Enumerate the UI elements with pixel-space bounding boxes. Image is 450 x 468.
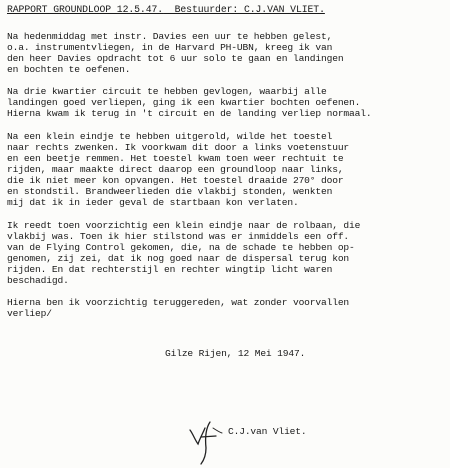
text-line: genomen, zij zei, dat ik nog goed naar de dispersal terug kon [7, 253, 350, 264]
text-line: Ik reedt toen voorzichtig een klein eindje naar de rolbaan, die [7, 220, 361, 231]
text-line: Hierna ben ik voorzichtig teruggereden, wat zonder voorvallen [7, 297, 350, 308]
text-line: van de Flying Control gekomen, die, na de schade te hebben op- [7, 242, 355, 253]
text-line: verliep/ [7, 308, 52, 319]
text-line: mij dat ik in ieder geval de startbaan kon verlaten. [7, 197, 299, 208]
text-line: Na hedenmiddag met instr. Davies een uur te hebben gelest, [7, 31, 333, 42]
report-title-prefix: RAPPORT GROUNDLOOP 12.5.47. [7, 4, 164, 15]
handwritten-signature-mark [186, 414, 226, 466]
signature-name: C.J.van Vliet. [228, 426, 307, 437]
text-line: en bochten te oefenen. [7, 64, 131, 75]
report-title-driver: Bestuurder: C.J.VAN VLIET. [163, 4, 325, 15]
text-line: rijden, maar maakte direct daarop een groundloop naar links, [7, 164, 344, 175]
text-line: Hierna kwam ik terug in 't circuit en de landing verliep normaal. [7, 108, 372, 119]
text-line: Na een klein eindje te hebben uitgerold, wilde het toestel [7, 131, 333, 142]
text-line: naar rechts zwenken. Ik voorkwam dit door a links voetenstuur [7, 142, 350, 153]
text-line: en een beetje remmen. Het toestel kwam toen weer rechtuit te [7, 153, 344, 164]
text-line: Na drie kwartier circuit te hebben gevlogen, waarbij alle [7, 86, 327, 97]
text-line: o.a. instrumentvliegen, in de Harvard PH-UBN, kreeg ik van [7, 42, 333, 53]
report-title [7, 4, 325, 15]
text-line: den heer Davies opdracht tot 6 uur solo te gaan en landingen [7, 53, 344, 64]
text-line: landingen goed verliepen, ging ik een kwartier bochten oefenen. [7, 97, 361, 108]
text-line: die ik niet meer kon opvangen. Het toestel draaide 270° door [7, 175, 344, 186]
place-and-date: Gilze Rijen, 12 Mei 1947. [165, 348, 306, 359]
text-line: vlakbij was. Toen ik hier stilstond was er inmiddels een off. [7, 231, 350, 242]
text-line: rijden. En dat rechterstijl en rechter wingtip licht waren [7, 264, 333, 275]
text-line: beschadigd. [7, 275, 69, 286]
text-line: en stondstil. Brandweerlieden die vlakbij stonden, wenkten [7, 186, 333, 197]
